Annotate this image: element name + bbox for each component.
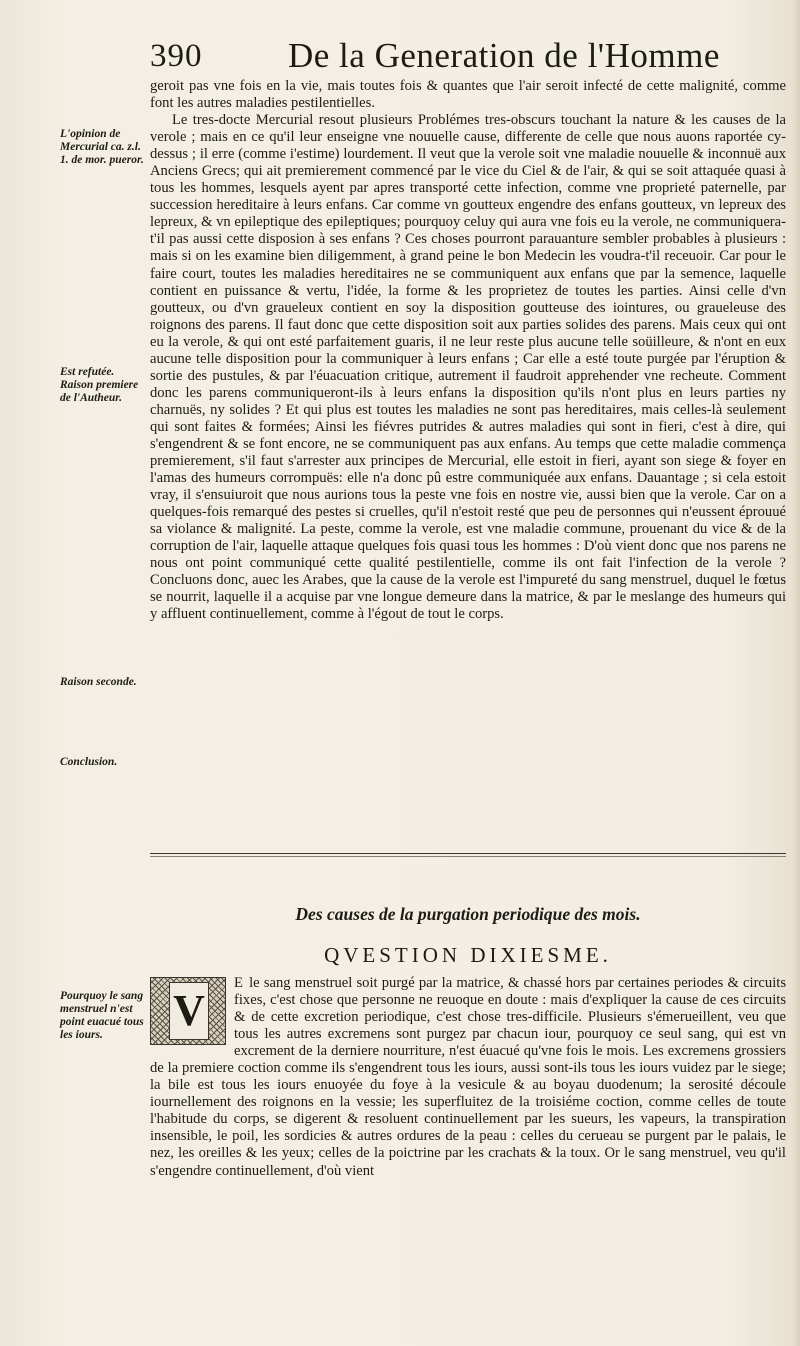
paragraph-continuation: geroit pas vne fois en la vie, mais toutes fois & quantes que l'air seroit infecté de cette malignité, comme font les autres maladies pestilentielles. bbox=[150, 78, 786, 112]
page-number: 390 bbox=[150, 38, 203, 74]
page-header bbox=[150, 38, 790, 78]
main-text bbox=[150, 78, 786, 624]
question-text bbox=[150, 975, 786, 1180]
section-rule bbox=[150, 853, 786, 854]
paragraph-mercurial: Le tres-docte Mercurial resout plusieurs Problémes tres-obscurs touchant la nature & les causes de la verole ; mais en ce qu'il leur enseigne vne nouuelle cause, differente de celle que nous auons raportée cy-dessus ; il erre (comme i'estime) lourdement. Il veut que la verole soit vne maladie nouuelle & inconnuë aux Anciens Grecs; qui ait premierement commencé par le vice du Ciel & de l'air, & qui se soit attaquée quasi à tous les hommes, lesquels ayent par apres transporté cette infection, comme vne proprieté paternelle, par succession hereditaire à leurs enfans. Car comme vn goutteux engendre des enfans goutteux, vn lepreux des lepreux, & vn epileptique des epileptiques; pourquoy celuy qui aura vne fois eu la verole, ne communiquera-t'il pas aussi cette disposion à ses enfans ? Ces choses pourront parauanture sembler probables à plusieurs : mais si on les examine bien diligemment, à grand peine le bon Medecin les voudra-t'il receuoir. Car pour le faire court, toutes les maladies hereditaires ne se communiquent aux enfans que par la semence, laquelle contient en puissance & vertu, l'idée, la forme & les proprietez de toutes les parties. Ainsi celle d'vn goutteux, ou d'vn graueleux contient en soy la disposition goutteuse des iointures, ou graueleuse des roignons des parens. Il faut donc que cette disposition soit aux parties solides des parens. Mais ceux qui ont eu la verole, & qui ont esté parfaitement guaris, il ne leur reste plus aucune telle soüilleure, & n'ont en eux aucune telle disposition pour la communiquer à leurs enfans ; Car elle a esté toute purgée par l'éruption & sortie des pustules, & par l'éuacuation critique, autrement il faudroit apprehender vne recheute. Comment donc les parens communiqueront-ils à leurs enfans la disposition qu'ils n'ont plus en leurs parties ny charnuës, ny solides ? Et qui plus est toutes les maladies ne sont pas hereditaires, mais celles-là seulement qui sont faites & formées; Ainsi les fiévres putrides & autres maladies qui sont in fieri, c'est à dire, qui s'engendrent & se font encore, ne se communiquent pas aux enfans. Au temps que cette maladie commença premierement, s'il faut s'arrester aux principes de Mercurial, elle estoit in fieri, ayant son siege & foyer en l'amas des humeurs corrompuës: elle n'a donc pû estre communiquée aux enfans. Dauantage ; si cela estoit vray, il s'ensuiuroit que nous aurions tous la peste vne fois en nostre vie, aussi bien que la verole. Car on a quelques-fois remarqué des pestes si cruelles, qu'il n'estoit resté que peu de personnes qui n'eussent éprouué sa violance & malignité. La peste, comme la verole, est vne maladie commune, prouenant du vice & de la corruption de l'air, laquelle attaque quelques fois quasi tous les hommes : D'où vient donc que nos parens ne nous ont point communiqué cette qualité pestilentielle, comme ils ont fait l'infection de la verole ? Concluons donc, auec les Arabes, que la cause de la verole est l'impureté du sang menstruel, duquel le fœtus se nourrit, laquelle il a acquise par vne longue demeure dans la matrice, & par le meslange des humeurs qui y affluent continuellement, comme à l'égout de tout le corps. bbox=[150, 112, 786, 623]
ornamental-drop-cap bbox=[150, 977, 226, 1045]
chapter-title: Des causes de la purgation periodique des mois. bbox=[295, 904, 641, 924]
margin-note-menstrual: Pourquoy le sang menstruel n'est point euacué tous les iours. bbox=[60, 990, 144, 1041]
section-rule-thin bbox=[150, 856, 786, 857]
question-paragraph: le sang menstruel soit purgé par la matrice, & chassé hors par certaines periodes & circuits fixes, c'est chose que personne ne reuoque en doute : mais d'expliquer la cause de ces circuits & de cette excretion periodique, c'est chose tres-difficile. Plusieurs s'émerueillent, veu que tous les autres excremens sont purgez par chacun iour, pourquoy ce seul sang, qui est vn excrement de la derniere nourriture, n'est éuacué qu'vne fois le mois. Les excremens grossiers de la premiere coction comme ils s'engendrent tous les iours, aussi sont-ils tous les iours vuidez par le siege; la bile est tous les iours enuoyée du foye à la vesicule & au boyau duodenum; la serosité découle iournellement des roignons en la vessie; les superfluitez de la troisiéme coction, comme celles de toute l'habitude du corps, se digerent & resoluent continuellement par les sueurs, les vapeurs, la transpiration insensible, le poil, les sordicies & autres ordures de la peau : celles du cerueau se purgent par le palais, le nez, les oreilles & les yeux; celles de la poictrine par les crachats & la toux. Or le sang menstruel, veu qu'il s'engendre continuellement, d'où vient bbox=[150, 975, 787, 1179]
question-title: QVESTION DIXIESME. bbox=[324, 943, 612, 967]
first-word: E bbox=[234, 975, 245, 991]
drop-cap-letter: V bbox=[169, 982, 209, 1040]
margin-note-mercurial: L'opinion de Mercurial ca. z.l. 1. de mor. pueror. bbox=[60, 128, 144, 166]
margin-note-conclusion: Conclusion. bbox=[60, 756, 118, 768]
running-title: De la Generation de l'Homme bbox=[288, 36, 720, 75]
margin-note-refutation: Est refutée. Raison premiere de l'Autheur. bbox=[60, 366, 139, 404]
margin-note-second-reason: Raison seconde. bbox=[60, 676, 137, 688]
page-edge-shadow bbox=[792, 0, 800, 1346]
